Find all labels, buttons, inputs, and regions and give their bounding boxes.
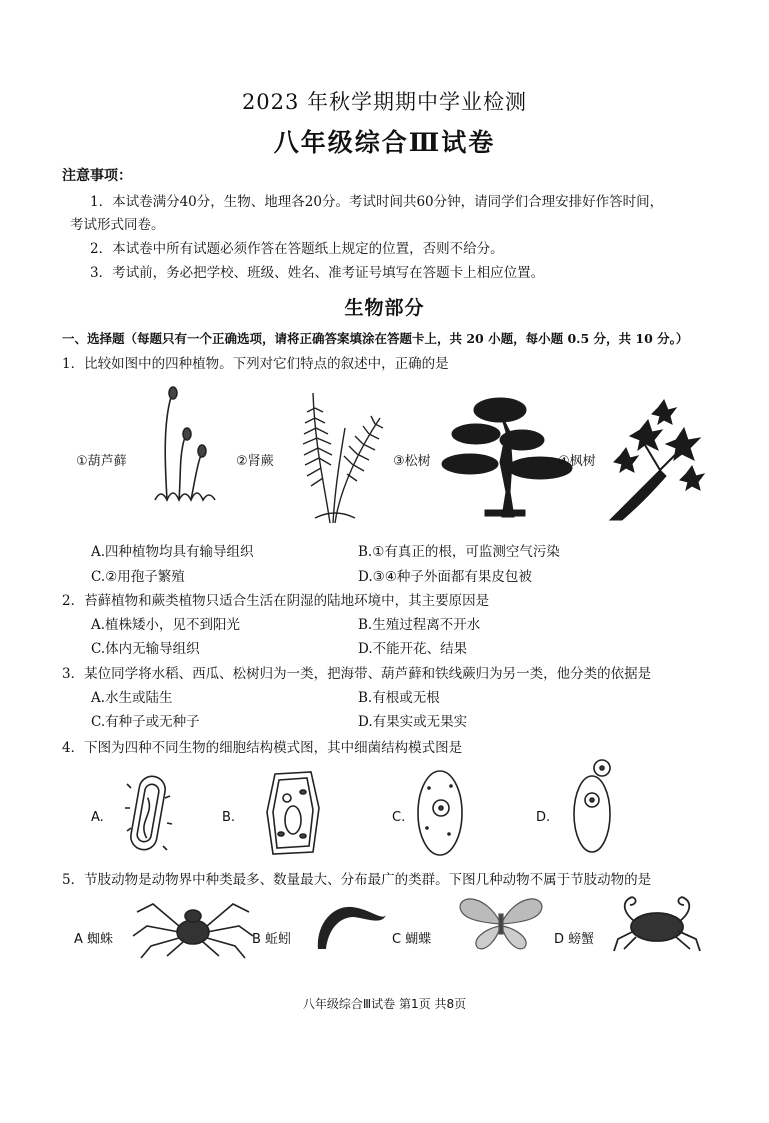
note-1-line-1: 1．本试卷满分40分，生物、地理各20分。考试时间共60分钟，请同学们合理安排好作答时间， [90,194,664,210]
animal-label-b[interactable]: B 蚯蚓 [252,932,292,947]
question-3-option-c[interactable]: C.有种子或无种子 [91,714,200,730]
question-2-option-a[interactable]: A.植株矮小，见不到阳光 [91,617,241,633]
question-5-stem: 5．节肢动物是动物界中种类最多、数量最大、分布最广的类群。下图几种动物不属于节肢动物的是 [62,872,652,888]
question-2-option-b[interactable]: B.生殖过程离不开水 [358,617,481,633]
crab-image [612,893,702,957]
question-3-option-a[interactable]: A.水生或陆生 [91,690,173,706]
bacterium-cell-image [125,768,175,858]
exam-title: 2023 年秋学期期中学业检测 [241,90,528,114]
note-1-line-2: 考试形式同卷。 [70,217,165,233]
cell-label-a[interactable]: A. [91,810,104,825]
question-1-option-c[interactable]: C.②用孢子繁殖 [91,569,185,585]
notes-heading: 注意事项： [62,168,132,184]
figure-label-pine: ③松树 [393,454,431,469]
question-3-option-b[interactable]: B.有根或无根 [358,690,440,706]
figure-label-moss: ①葫芦藓 [76,454,127,469]
note-2: 2．本试卷中所有试题必须作答在答题纸上规定的位置，否则不给分。 [90,241,504,257]
animal-label-c[interactable]: C 蝴蝶 [392,932,432,947]
question-2-option-c[interactable]: C.体内无输导组织 [91,641,200,657]
spider-image [133,890,253,960]
figure-label-fern: ②肾蕨 [236,454,274,469]
question-4-stem: 4．下图为四种不同生物的细胞结构模式图，其中细菌结构模式图是 [62,740,463,756]
yeast-cell-image [570,756,620,856]
part-instructions: 一、选择题（每题只有一个正确选项，请将正确答案填涂在答题卡上，共 20 小题，每小题 0.5 分，共 10 分。） [62,331,689,346]
plant-cell-image [263,768,323,858]
moss-plant-image [145,385,225,515]
question-2-stem: 2．苔藓植物和蕨类植物只适合生活在阴湿的陆地环境中，其主要原因是 [62,593,490,609]
question-1-option-b[interactable]: B.①有真正的根，可监测空气污染 [358,544,560,560]
maple-tree-image [600,400,710,520]
animal-label-d[interactable]: D 螃蟹 [554,932,595,947]
note-3: 3．考试前，务必把学校、班级、姓名、准考证号填写在答题卡上相应位置。 [90,265,545,281]
section-title: 生物部分 [344,297,425,319]
question-1-option-a[interactable]: A.四种植物均具有输导组织 [91,544,254,560]
butterfly-image [456,892,546,952]
figure-label-maple: ④枫树 [558,454,596,469]
question-1-stem: 1．比较如图中的四种植物。下列对它们特点的叙述中，正确的是 [62,356,449,372]
exam-subtitle: 八年级综合Ⅲ试卷 [273,128,496,157]
animal-label-a[interactable]: A 蜘蛛 [74,932,114,947]
animal-cell-image [415,768,465,858]
fern-plant-image [285,388,395,528]
page-footer: 八年级综合Ⅲ试卷 第1页 共8页 [302,997,467,1011]
cell-label-c[interactable]: C. [392,810,406,825]
question-2-option-d[interactable]: D.不能开花、结果 [358,641,468,657]
earthworm-image [312,895,392,955]
cell-label-d[interactable]: D. [536,810,551,825]
question-1-option-d[interactable]: D.③④种子外面都有果皮包被 [358,569,532,585]
question-3-option-d[interactable]: D.有果实或无果实 [358,714,468,730]
cell-label-b[interactable]: B. [222,810,236,825]
question-3-stem: 3．某位同学将水稻、西瓜、松树归为一类，把海带、葫芦藓和铁线蕨归为另一类，他分类的依据是 [62,666,652,682]
